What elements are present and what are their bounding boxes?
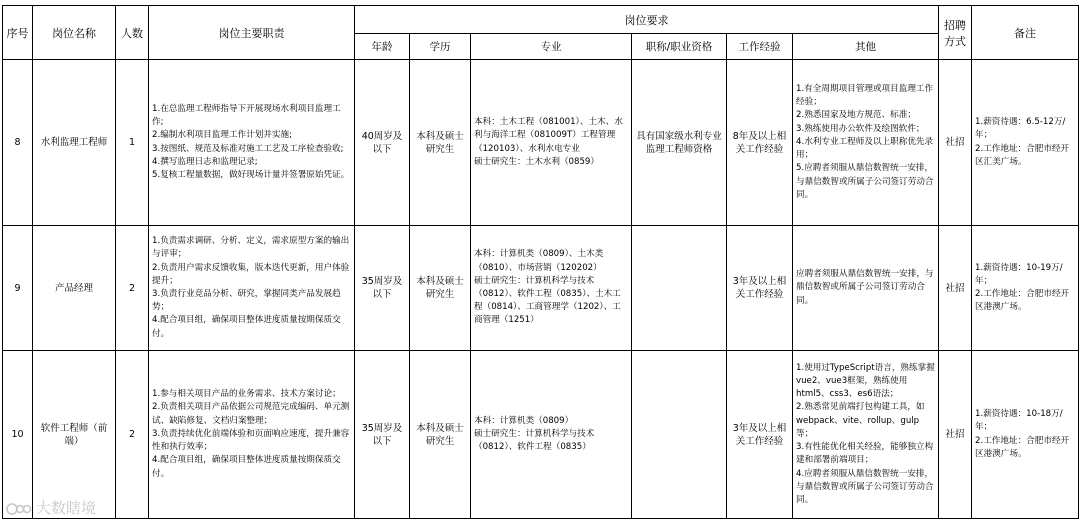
other-line: 2.熟悉国家及地方规范、标准； <box>796 110 916 121</box>
cell-count: 1 <box>116 60 149 226</box>
duty-line: 4.配合项目组，确保项目整体进度质量按期保质交付。 <box>152 315 341 339</box>
major-line: 硕士研究生：土木水利（0859） <box>474 156 599 167</box>
cell-other <box>793 226 939 351</box>
cell-duties <box>149 351 355 519</box>
cell-major <box>471 60 632 226</box>
other-line: 5.应聘者须服从鼎信数智统一安排，与鼎信数智或所属子公司签订劳动合同。 <box>796 163 934 200</box>
cell-title <box>632 226 727 351</box>
remark-line: 1.薪资待遇：10-19万/年； <box>975 262 1063 286</box>
other-line: 2.熟悉常见前端打包构建工具，如webpack、vite、rollup、gulp等； <box>796 402 925 439</box>
cell-position: 水利监理工程师 <box>33 60 116 226</box>
cell-major <box>471 226 632 351</box>
major-line: 本科：土木工程（081001）、土木、水利与海洋工程（081009T）工程管理（120103）、水利水电专业 <box>474 117 623 154</box>
cell-exp: 8年及以上相关工作经验 <box>727 60 793 226</box>
duty-line: 2.负责相关项目产品依据公司规范完成编码、单元测试、缺陷修复、文档归案整理； <box>152 402 350 426</box>
cell-title: 具有国家级水利专业监理工程师资格 <box>632 60 727 226</box>
header-edu: 学历 <box>410 34 471 60</box>
cell-edu: 本科及硕士研究生 <box>410 226 471 351</box>
header-other: 其他 <box>793 34 939 60</box>
other-line: 1.有全周期项目管理或项目监理工作经验； <box>796 84 934 108</box>
major-line: 本科：计算机类（0809）、土木类（0810）、市场营销（120202） <box>474 249 604 273</box>
header-remarks: 备注 <box>972 6 1079 60</box>
duty-line: 1.在总监理工程师指导下开展现场水利项目监理工作; <box>152 103 341 128</box>
cell-seq: 10 <box>3 351 33 519</box>
duty-line: 5.复核工程量数据，做好现场计量并签署原始凭证。 <box>152 169 350 180</box>
cell-exp: 3年及以上相关工作经验 <box>727 226 793 351</box>
cell-age: 40周岁及以下 <box>355 60 410 226</box>
duty-line: 2.编制水利项目监理工作计划并实施; <box>152 130 293 141</box>
header-duties: 岗位主要职责 <box>149 6 355 60</box>
watermark-logo-icon <box>6 500 32 516</box>
cell-count: 2 <box>116 351 149 519</box>
remark-line: 1.薪资待遇：10-18万/年； <box>975 409 1063 433</box>
table-row <box>3 351 1079 519</box>
remark-line: 2.工作地址：合肥市经开区汇美广场。 <box>975 143 1070 167</box>
header-count: 人数 <box>116 6 149 60</box>
header-title: 职称/职业资格 <box>632 34 727 60</box>
cell-recruit: 社招 <box>939 226 972 351</box>
remark-line: 1.薪资待遇：6.5-12万/年； <box>975 117 1066 141</box>
cell-seq: 8 <box>3 60 33 226</box>
duty-line: 3.负责行业竞品分析、研究，掌握同类产品发展趋势； <box>152 289 341 313</box>
cell-remarks <box>972 60 1079 226</box>
cell-age: 35周岁及以下 <box>355 351 410 519</box>
duty-line: 1.参与相关项目产品的业务需求、技术方案讨论； <box>152 389 341 400</box>
table-row <box>3 60 1079 226</box>
remark-line: 2.工作地址：合肥市经开区港澳广场。 <box>975 435 1070 459</box>
remark-line: 2.工作地址：合肥市经开区港澳广场。 <box>975 289 1070 313</box>
cell-duties <box>149 60 355 226</box>
cell-remarks <box>972 351 1079 519</box>
header-seq: 序号 <box>3 6 33 60</box>
header-major: 专业 <box>471 34 632 60</box>
cell-seq: 9 <box>3 226 33 351</box>
major-line: 硕士研究生：计算机科学与技术（0812）、软件工程（0835） <box>474 428 595 453</box>
other-line: 1.使用过TypeScript语言，熟练掌握vue2、vue3框架，熟练使用html5、css3、es6语法； <box>796 362 935 400</box>
cell-recruit: 社招 <box>939 351 972 519</box>
other-line: 3.熟练使用办公软件及绘图软件； <box>796 123 925 134</box>
cell-recruit: 社招 <box>939 60 972 226</box>
header-position: 岗位名称 <box>33 6 116 60</box>
cell-edu: 本科及硕士研究生 <box>410 351 471 519</box>
watermark-text: 大数瞎境 <box>36 499 97 517</box>
duty-line: 2.负责用户需求反馈收集，版本迭代更新，用户体验提升； <box>152 262 350 286</box>
other-line: 4.应聘者须服从鼎信数智统一安排，与鼎信数智或所属子公司签订劳动合同。 <box>796 468 934 505</box>
header-recruit: 招聘方式 <box>939 6 972 60</box>
duty-line: 1.负责需求调研、分析、定义，需求原型方案的输出与评审； <box>152 236 350 260</box>
cell-edu: 本科及硕士研究生 <box>410 60 471 226</box>
header-exp: 工作经验 <box>727 34 793 60</box>
other-line: 4.水利专业工程师及以上职称优先录用； <box>796 136 934 161</box>
table-row <box>3 226 1079 351</box>
cell-position: 产品经理 <box>33 226 116 351</box>
cell-other <box>793 60 939 226</box>
duty-line: 4.配合项目组，确保项目整体进度质量按期保质交付。 <box>152 455 341 479</box>
cell-duties <box>149 226 355 351</box>
other-line: 应聘者须服从鼎信数智统一安排，与鼎信数智或所属子公司签订劳动合同。 <box>796 269 934 306</box>
cell-count: 2 <box>116 226 149 351</box>
cell-position: 软件工程师（前端） <box>33 351 116 519</box>
other-line: 3.有性能优化相关经验，能够独立构建和部署前端项目； <box>796 442 934 466</box>
cell-exp: 3年及以上相关工作经验 <box>727 351 793 519</box>
header-requirements: 岗位要求 <box>355 6 939 34</box>
cell-other <box>793 351 939 519</box>
duty-line: 4.撰写监理日志和监理记录; <box>152 156 258 167</box>
duty-line: 3.负责持续优化前端体验和页面响应速度，提升兼容性和执行效率； <box>152 428 350 453</box>
cell-title <box>632 351 727 519</box>
duty-line: 3.按图纸、规范及标准对施工工艺及工序检查验收; <box>152 143 344 154</box>
watermark <box>6 497 96 518</box>
major-line: 本科：计算机类（0809） <box>474 415 574 426</box>
cell-major <box>471 351 632 519</box>
recruitment-table <box>2 5 1079 519</box>
cell-age: 35周岁及以下 <box>355 226 410 351</box>
major-line: 硕士研究生：计算机科学与技术（0812）、软件工程（0835）、土木工程（0814）、工商管理学（1202）、工商管理（1251） <box>474 275 621 326</box>
header-age: 年龄 <box>355 34 410 60</box>
cell-remarks <box>972 226 1079 351</box>
